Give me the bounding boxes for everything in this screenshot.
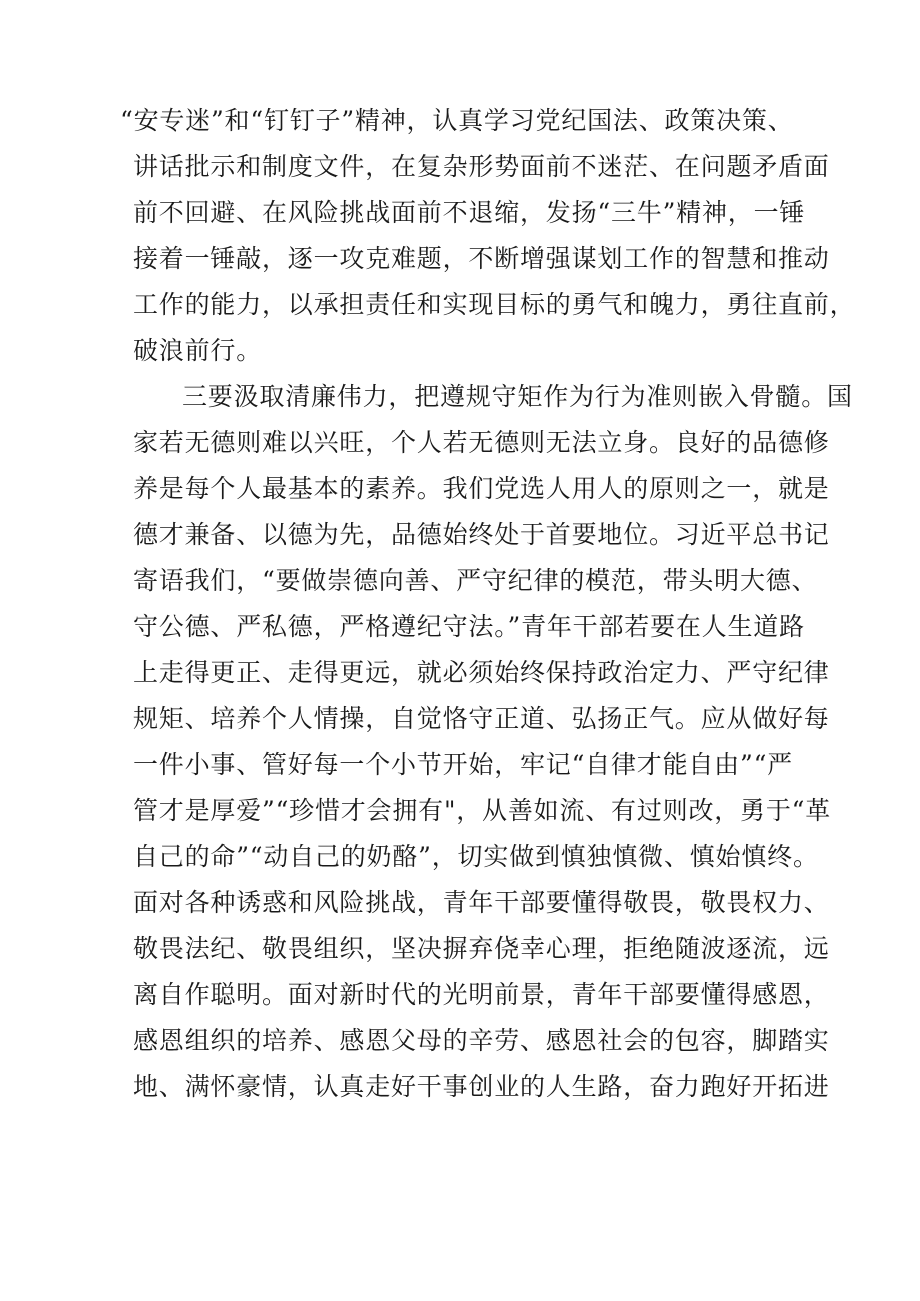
text-line: 德才兼备、以德为先，品德始终处于首要地位。习近平总书记 [133, 520, 830, 549]
text-line: 家若无德则难以兴旺，个人若无德则无法立身。良好的品德修 [133, 428, 830, 457]
text-line: 管才是厚爱”“珍惜才会拥有"，从善如流、有过则改，勇于“革 [133, 796, 832, 825]
text-line: 面对各种诱惑和风险挑战，青年干部要懂得敬畏，敬畏权力、 [133, 888, 830, 917]
text-line: 破浪前行。 [133, 336, 263, 365]
text-line: 寄语我们，“要做崇德向善、严守纪律的模范，带头明大德、 [133, 566, 818, 595]
text-line: 地、满怀豪情，认真走好干事创业的人生路，奋力跑好开拓进 [133, 1072, 830, 1101]
text-line: 接着一锤敲，逐一攻克难题，不断增强谋划工作的智慧和推动 [133, 244, 830, 273]
text-line: 感恩组织的培养、感恩父母的辛劳、感恩社会的包容，脚踏实 [133, 1026, 830, 1055]
text-line: 前不回避、在风险挑战面前不退缩，发扬“三牛”精神，一锤 [133, 198, 806, 227]
text-line: 自己的命”“动自己的奶酪”，切实做到慎独慎微、慎始慎终。 [133, 842, 819, 871]
text-line: 上走得更正、走得更远，就必须始终保持政治定力、严守纪律 [133, 658, 830, 687]
text-line: 工作的能力，以承担责任和实现目标的勇气和魄力，勇往直前， [133, 290, 856, 319]
text-line: 讲话批示和制度文件，在复杂形势面前不迷茫、在问题矛盾面 [133, 152, 830, 181]
text-line: 离自作聪明。面对新时代的光明前景，青年干部要懂得感恩， [133, 980, 830, 1009]
text-line: 养是每个人最基本的素养。我们党选人用人的原则之一，就是 [133, 474, 830, 503]
text-line: 规矩、培养个人情操，自觉恪守正道、弘扬正气。应从做好每 [133, 704, 830, 733]
text-line: 守公德、严私德，严格遵纪守法。”青年干部若要在人生道路 [133, 612, 805, 641]
text-line: 敬畏法纪、敬畏组织，坚决摒弃侥幸心理，拒绝随波逐流，远 [133, 934, 830, 963]
text-line: 一件小事、管好每一个小节开始，牢记“自律才能自由”“严 [133, 750, 793, 779]
paragraph-start-line: 三要汲取清廉伟力，把遵规守矩作为行为准则嵌入骨髓。国 [182, 382, 853, 411]
text-line: “安专迷”和“钉钉子”精神，认真学习党纪国法、政策决策、 [120, 106, 794, 135]
